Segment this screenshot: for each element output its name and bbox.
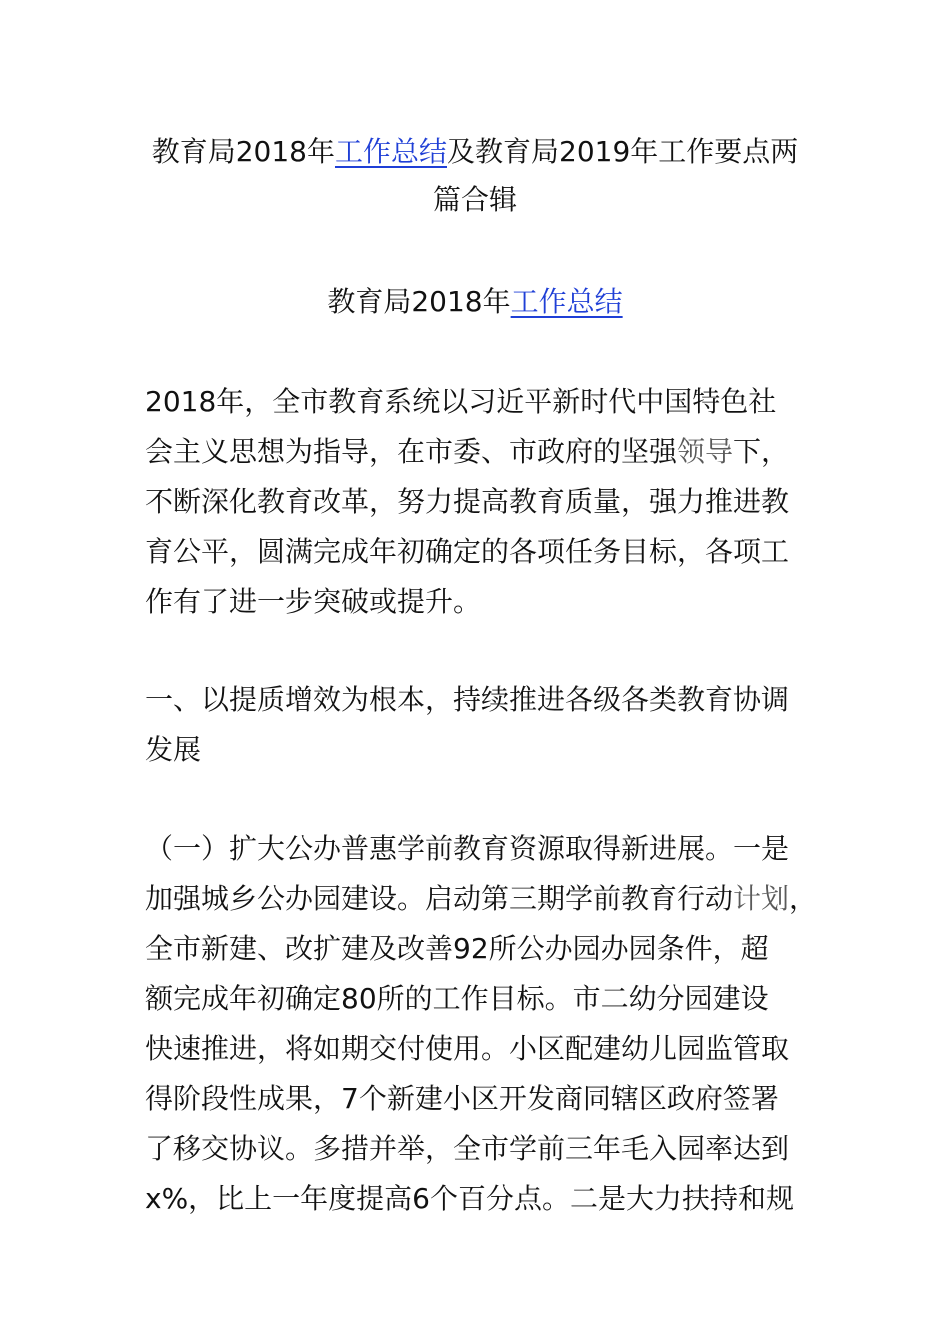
intro-line: 作有了进一步突破或提升。 [145,585,482,618]
intro-line-text: 下， [733,435,790,468]
work-summary-link[interactable]: 工作总结 [334,135,447,168]
subsection-line: x%，比上一年度提高6个百分点。二是大力扶持和规 [145,1182,794,1215]
intro-line: 育公平，圆满完成年初确定的各项任务目标，各项工 [145,535,790,568]
subsection-line: 全市新建、改扩建及改善92所公办园办园条件，超 [145,932,769,965]
section-title [100,278,850,326]
intro-line [145,427,835,477]
main-title-line-2: 篇合辑 [432,183,517,216]
subsection-line: 了移交协议。多措并举，全市学前三年毛入园率达到 [145,1132,790,1165]
leadership-link[interactable]: 领导 [677,435,734,468]
subsection-line: （一）扩大公办普惠学前教育资源取得新进展。一是 [145,832,790,865]
plan-link[interactable]: 计划 [733,882,790,915]
section-title-prefix: 教育局2018年 [327,285,511,318]
subsection-line-text: ， [789,882,818,915]
subsection-line [145,874,835,924]
main-title-part-a: 教育局2018年 [151,135,335,168]
section-1-line: 一、以提质增效为根本，持续推进各级各类教育协调 [145,683,790,716]
intro-line-text: 会主义思想为指导，在市委、市政府的坚强 [145,435,678,468]
section-1-line: 发展 [145,733,202,766]
subsection-line: 额完成年初确定80所的工作目标。市二幼分园建设 [145,982,769,1015]
subsection-line: 快速推进，将如期交付使用。小区配建幼儿园监管取 [145,1032,790,1065]
section-title-link[interactable]: 工作总结 [510,285,623,318]
main-title-line-1 [100,128,850,176]
intro-line: 不断深化教育改革，努力提高教育质量，强力推进教 [145,485,790,518]
subsection-line-text: 加强城乡公办园建设。启动第三期学前教育行动 [145,882,734,915]
intro-line: 2018年，全市教育系统以习近平新时代中国特色社 [145,385,777,418]
subsection-line: 得阶段性成果，7个新建小区开发商同辖区政府签署 [145,1082,779,1115]
subsection-1-paragraph [145,824,835,1224]
main-title-part-b: 及教育局2019年工作要点两 [447,135,799,168]
section-1-heading [145,675,835,775]
intro-paragraph [145,377,835,627]
main-title [100,128,850,224]
